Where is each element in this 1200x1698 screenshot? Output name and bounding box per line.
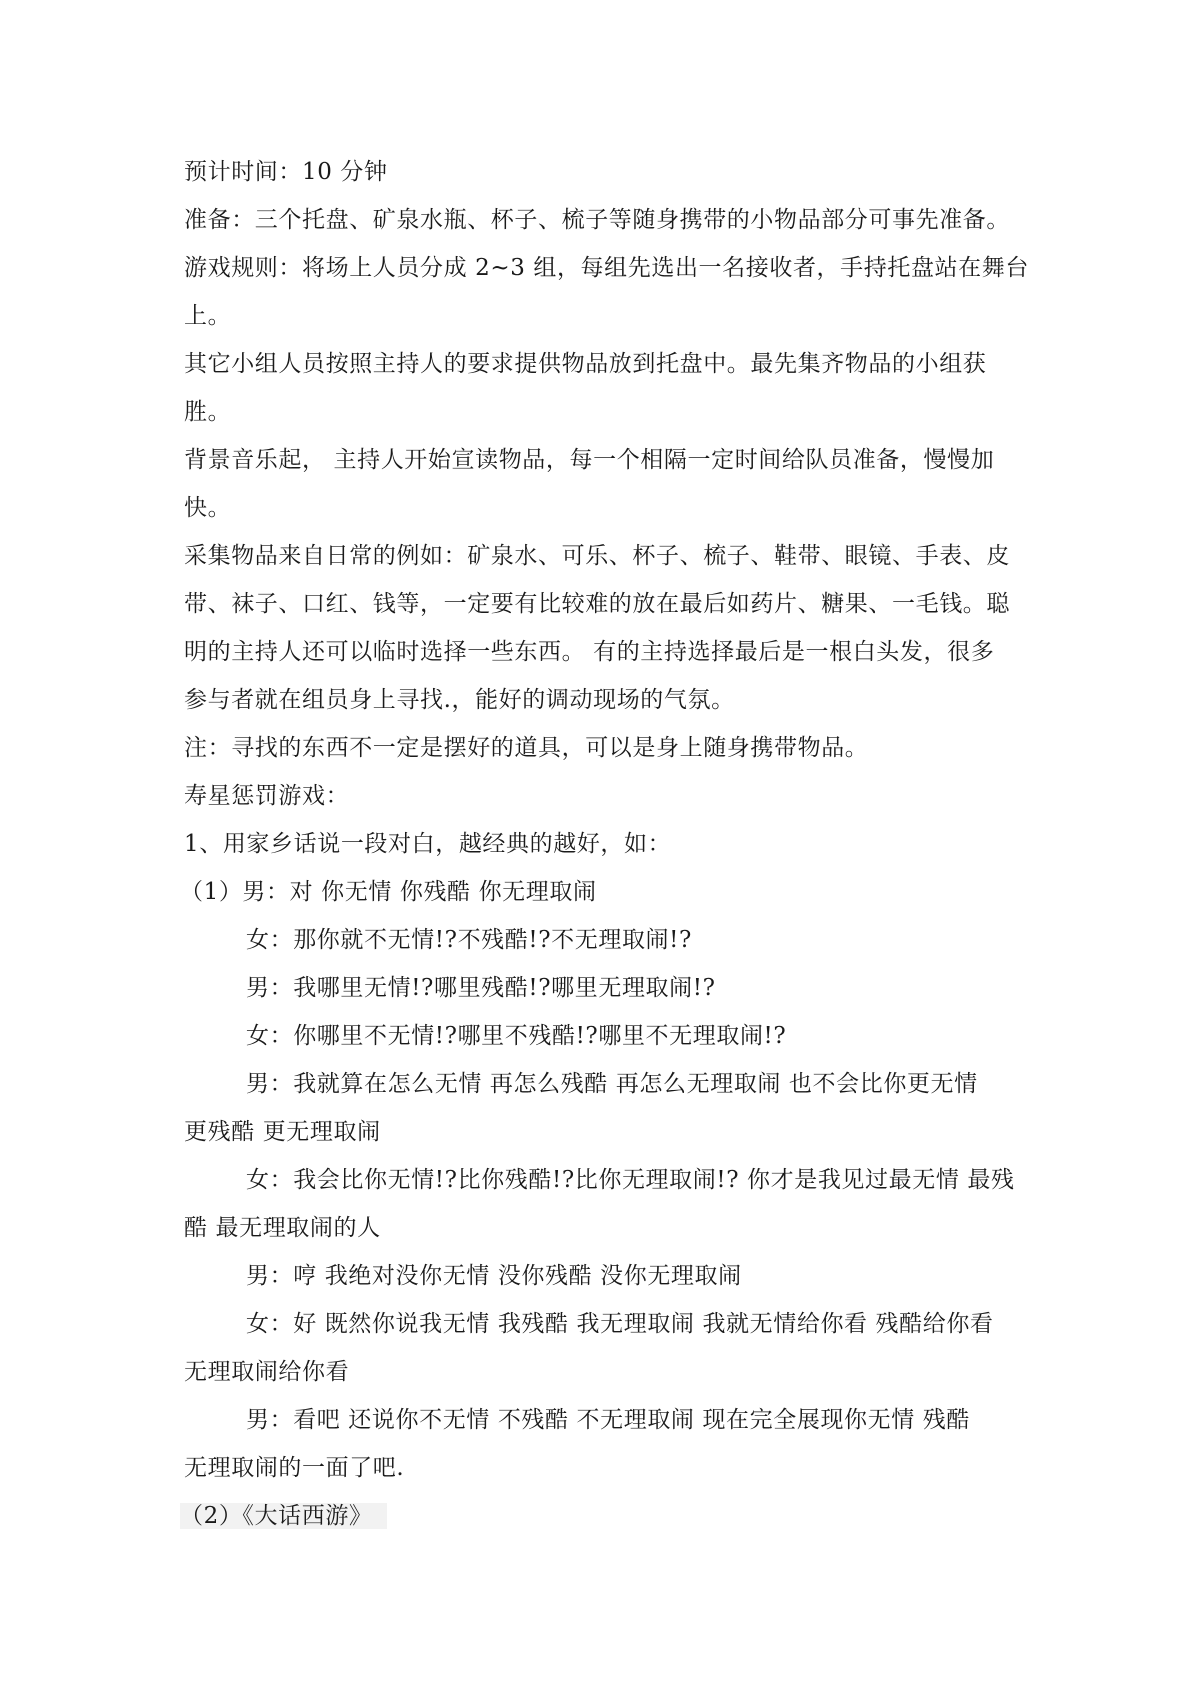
text-line-music-cont: 快。 [184, 495, 232, 521]
text-line-rules: 游戏规则：将场上人员分成 2~3 组，每组先选出一名接收者，手持托盘站在舞台 [184, 255, 1029, 281]
text-line-rules-cont: 上。 [184, 303, 232, 329]
text-line-items-cont-2: 明的主持人还可以临时选择一些东西。 有的主持选择最后是一根白头发，很多 [184, 639, 995, 665]
dialogue-line-6: 女：我会比你无情!?比你残酷!?比你无理取闹!? 你才是我见过最无情 最残 [246, 1167, 1015, 1193]
text-line-other-members-cont: 胜。 [184, 399, 232, 425]
text-line-other-members: 其它小组人员按照主持人的要求提供物品放到托盘中。最先集齐物品的小组获 [184, 351, 987, 377]
document-page [180, 148, 1029, 1540]
text-line-estimated-time: 预计时间：10 分钟 [184, 159, 388, 185]
dialogue-line-9-cont: 无理取闹的一面了吧. [184, 1455, 405, 1481]
highlighted-title: （2）《大话西游》 [180, 1503, 387, 1529]
text-line-note: 注：寻找的东西不一定是摆好的道具，可以是身上随身携带物品。 [184, 735, 869, 761]
dialogue-line-5: 男：我就算在怎么无情 再怎么残酷 再怎么无理取闹 也不会比你更无情 [246, 1071, 978, 1097]
list-item-westward-journey [180, 1492, 1024, 1540]
dialogue-line-9: 男：看吧 还说你不无情 不残酷 不无理取闹 现在完全展现你无情 残酷 [246, 1407, 970, 1433]
dialogue-line-1: （1）男：对 你无情 你残酷 你无理取闹 [180, 879, 597, 905]
dialogue-line-2: 女：那你就不无情!?不残酷!?不无理取闹!? [246, 927, 692, 953]
dialogue-line-8: 女：好 既然你说我无情 我残酷 我无理取闹 我就无情给你看 残酷给你看 [246, 1311, 994, 1337]
dialogue-line-8-cont: 无理取闹给你看 [184, 1359, 350, 1385]
dialogue-line-5-cont: 更残酷 更无理取闹 [184, 1119, 381, 1145]
section-heading-penalty-games: 寿星惩罚游戏： [184, 783, 350, 809]
dialogue-line-4: 女：你哪里不无情!?哪里不残酷!?哪里不无理取闹!? [246, 1023, 787, 1049]
text-line-items-cont-3: 参与者就在组员身上寻找.，能好的调动现场的气氛。 [184, 687, 735, 713]
text-line-preparation: 准备：三个托盘、矿泉水瓶、杯子、梳子等随身携带的小物品部分可事先准备。 [184, 207, 1010, 233]
dialogue-line-3: 男：我哪里无情!?哪里残酷!?哪里无理取闹!? [246, 975, 716, 1001]
text-line-music: 背景音乐起， 主持人开始宣读物品，每一个相隔一定时间给队员准备，慢慢加 [184, 447, 995, 473]
text-line-items: 采集物品来自日常的例如：矿泉水、可乐、杯子、梳子、鞋带、眼镜、手表、皮 [184, 543, 1010, 569]
list-item-dialect-dialogue: 1、用家乡话说一段对白，越经典的越好，如： [184, 831, 672, 857]
dialogue-line-7: 男：哼 我绝对没你无情 没你残酷 没你无理取闹 [246, 1263, 742, 1289]
dialogue-line-6-cont: 酷 最无理取闹的人 [184, 1215, 381, 1241]
text-line-items-cont-1: 带、袜子、口红、钱等，一定要有比较难的放在最后如药片、糖果、一毛钱。聪 [184, 591, 1010, 617]
